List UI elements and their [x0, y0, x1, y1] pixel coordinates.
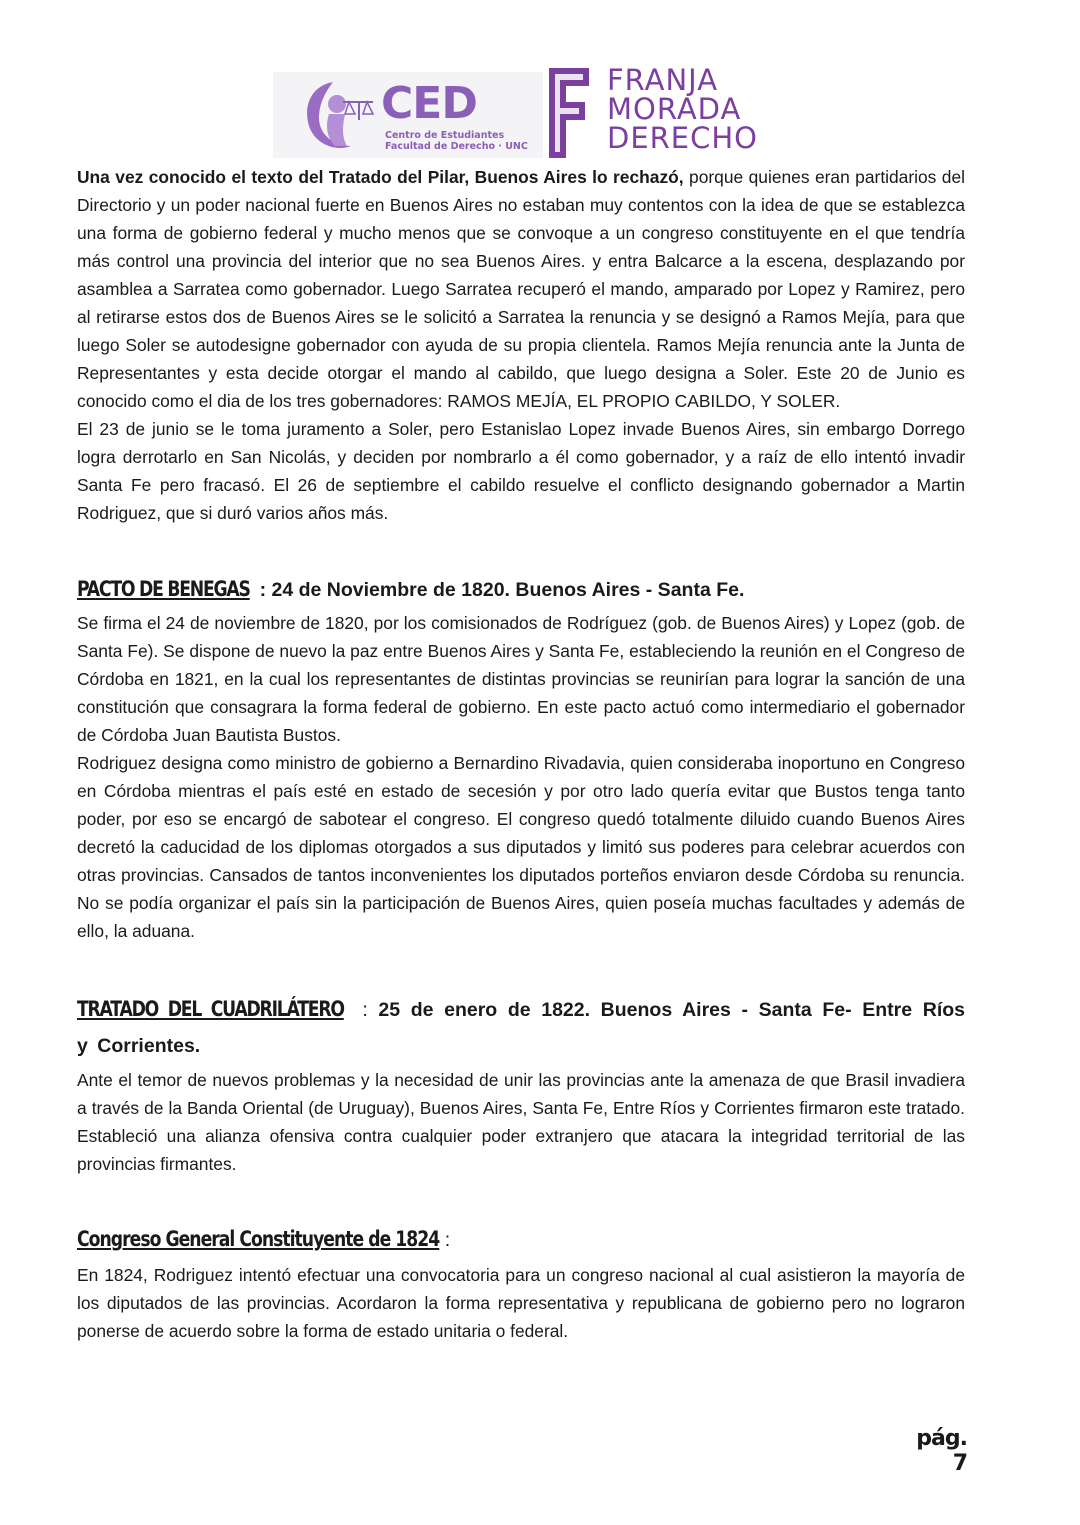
- intro-paragraph-1: [77, 163, 965, 415]
- cuadrilatero-paragraph-1: Ante el temor de nuevos problemas y la necesidad de unir las provincias ante la amenaza de que Brasil invadiera a través de la Banda Oriental (de Uruguay), Buenos Aires, Santa Fe, Entre Ríos y Corrientes firmaron este tratado. Estableció una alianza ofensiva contra cualquier poder extranjero que atacara la integridad territorial de las provincias firmantes.: [77, 1070, 965, 1174]
- ced-logo: [273, 72, 543, 158]
- document-body: [77, 163, 965, 1345]
- congreso-heading: [77, 1224, 965, 1255]
- cuadrilatero-colon: :: [362, 999, 368, 1021]
- fm-line-2: MORADA: [607, 92, 742, 126]
- benegas-heading: [77, 574, 965, 605]
- benegas-paragraph-1: Se firma el 24 de noviembre de 1820, por los comisionados de Rodríguez (gob. de Buenos Aires) y Lopez (gob. de Santa Fe). Se dispone de nuevo la paz entre Buenos Aires y Santa Fe, estableciendo la reunión en el Congreso de Córdoba en 1821, en la cual los representantes de distintas provincias se reunirían para lograr la sanción de una constitución que consagrara la forma federal de gobierno. En este pacto actuó como intermediario el gobernador de Córdoba Juan Bautista Bustos.: [77, 613, 965, 745]
- franja-morada-f-icon: [549, 68, 589, 158]
- justice-figure-icon: [293, 76, 383, 156]
- intro-text-1: porque quienes eran partidarios del Directorio y un poder nacional fuerte en Buenos Aires no estaban muy contentos con la idea de que se establezca una forma de gobierno federal y mucho menos que se convoque a un congreso constituyente en el que tendría más control una provincia del interior que no sea Buenos Aires. y entra Balcarce a la escena, desplazando por asamblea a Sarratea como gobernador. Luego Sarratea recuperó el mando, amparado por Lopez y Ramirez, pero al retirarse estos dos de Buenos Aires se le solicitó a Sarratea la renuncia y se designó a Ramos Mejía, para que luego Soler se autodesigne gobernador con ayuda de su propia clientela. Ramos Mejía renuncia ante la Junta de Representantes y esta decide otorgar el mando al cabildo, que luego designa a Soler. Este 20 de Junio es conocido como el dia de los tres gobernadores: RAMOS MEJÍA, EL PROPIO CABILDO, Y SOLER.: [77, 167, 966, 411]
- benegas-paragraph-2: Rodriguez designa como ministro de gobierno a Bernardino Rivadavia, quien consideraba inoportuno en Congreso en Córdoba mientras el país esté en estado de secesión y por otro lado quería evitar que Bustos tenga tanto poder, por eso se encargó de sabotear el congreso. El congreso quedó totalmente diluido cuando Buenos Aires decretó la caducidad de los diplomas otorgados a sus diputados y limitó sus poderes para celebrar acuerdos con otras provincias. Cansados de tantos inconvenientes los diputados porteños enviaron desde Córdoba su renuncia. No se podía organizar el país sin la participación de Buenos Aires, quien poseía muchas facultades y además de ello, la aduana.: [77, 753, 965, 941]
- congreso-title: Congreso General Constituyente de 1824: [77, 1227, 440, 1251]
- franja-morada-text: [607, 63, 759, 155]
- ced-title: CED: [381, 78, 477, 129]
- page-number: pág. 7: [916, 1426, 967, 1476]
- intro-bold-lead: Una vez conocido el texto del Tratado del Pilar, Buenos Aires lo rechazó,: [77, 167, 684, 187]
- ced-subtitle-line-2: Facultad de Derecho · UNC: [385, 141, 528, 152]
- cuadrilatero-heading: [77, 991, 965, 1064]
- fm-line-1: FRANJA: [607, 63, 719, 97]
- benegas-subtitle: : 24 de Noviembre de 1820. Buenos Aires - Santa Fe.: [259, 579, 745, 601]
- header-logos: [273, 63, 773, 158]
- intro-paragraph-2: El 23 de junio se le toma juramento a Soler, pero Estanislao Lopez invade Buenos Aires, sin embargo Dorrego logra derrotarlo en San Nicolás, y deciden por nombrarlo a él como gobernador, y a raíz de ello intentó invadir Santa Fe pero fracasó. El 26 de septiembre el cabildo resuelve el conflicto designando gobernador a Martin Rodriguez, que si duró varios años más.: [77, 419, 965, 523]
- cuadrilatero-subtitle: 25 de enero de 1822. Buenos Aires - Santa Fe- Entre Ríos y Corrientes.: [77, 999, 965, 1057]
- fm-line-3: DERECHO: [607, 121, 759, 155]
- benegas-title: PACTO DE BENEGAS: [77, 577, 250, 601]
- ced-subtitle: [385, 130, 528, 152]
- congreso-paragraph-1: En 1824, Rodriguez intentó efectuar una convocatoria para un congreso nacional al cual asistieron la mayoría de los diputados de las provincias. Acordaron la forma representativa y republicana de gobierno pero no lograron ponerse de acuerdo sobre la forma de estado unitaria o federal.: [77, 1265, 965, 1341]
- ced-subtitle-line-1: Centro de Estudiantes: [385, 130, 505, 141]
- congreso-colon: :: [444, 1229, 451, 1251]
- cuadrilatero-title: TRATADO DEL CUADRILÁTERO: [77, 997, 344, 1021]
